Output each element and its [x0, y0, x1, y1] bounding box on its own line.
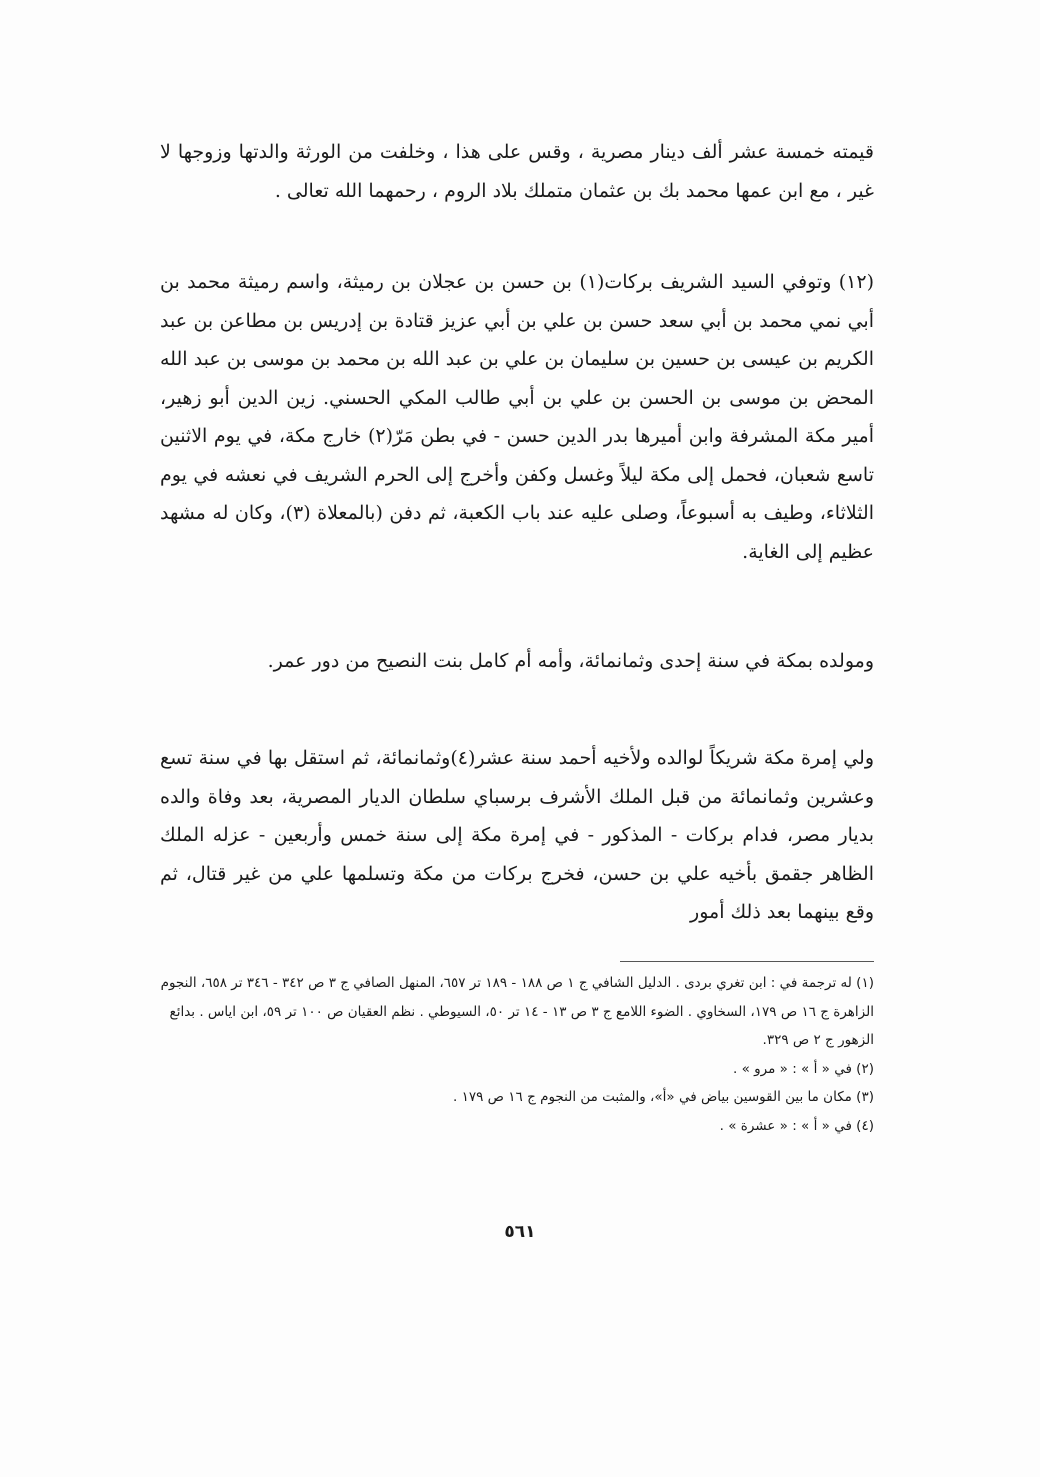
footnote-divider: [620, 961, 874, 962]
footnote-4: (٤) في « أ » : « عشرة » .: [719, 1117, 874, 1134]
paragraph-2: (١٢) وتوفي السيد الشريف بركات(١) بن حسن بن عجلان بن رميثة، واسم رميثة محمد بن أبي نمي محمد بن أبي سعد حسن بن علي بن أبي عزيز قتادة بن إدريس بن مطاعن بن عبد الكريم بن عيسى بن حسين بن سليمان بن علي بن عبد الله بن محمد بن موسى بن عبد الله المحض بن موسى بن الحسن بن علي بن أبي طالب المكي الحسني. زين الدين أبو زهير، أمير مكة المشرفة وابن أميرها بدر الدين حسن - في بطن مَرّ(٢) خارج مكة، في يوم الاثنين تاسع شعبان، فحمل إلى مكة ليلاً وغسل وكفن وأخرج إلى الحرم الشريف في نعشه في يوم الثلاثاء، وطيف به أسبوعاً، وصلى عليه عند باب الكعبة، ثم دفن (بالمعلاة (٣)، وكان له مشهد عظيم إلى الغاية.: [160, 271, 875, 563]
footnote-1: (١) له ترجمة في : ابن تغري بردى . الدليل الشافي ج ١ ص ١٨٨ - ١٨٩ تر ٦٥٧، المنهل الصافي ج ٣ ص ٣٤٢ - ٣٤٦ تر ٦٥٨، النجوم الزاهرة ج ١٦ ص ١٧٩، السخاوي . الضوء اللامع ج ٣ ص ١٣ - ١٤ تر ٥٠، السيوطي . نظم العقيان ص ١٠٠ تر ٥٩، ابن اياس . بدائع الزهور ج ٢ ص ٣٢٩.: [160, 975, 874, 1048]
page-number: ٥٦١: [504, 1222, 536, 1242]
footnote-3: (٣) مكان ما بين القوسين بياض في «أ»، والمثبت من النجوم ج ١٦ ص ١٧٩ .: [453, 1089, 874, 1105]
footnotes: [160, 969, 874, 1140]
paragraph-3: ومولده بمكة في سنة إحدى وثمانمائة، وأمه أم كامل بنت النصيح من دور عمر.: [267, 650, 874, 672]
footnote-2: (٢) في « أ » : « مرو » .: [733, 1060, 874, 1077]
paragraph-4: ولي إمرة مكة شريكاً لوالده ولأخيه أحمد سنة عشر(٤)وثمانمائة، ثم استقل بها في سنة تسع وعشرين وثمانمائة من قبل الملك الأشرف برسباي سلطان الديار المصرية، بعد وفاة والده بديار مصر، فدام بركات - المذكور - في إمرة مكة إلى سنة خمس وأربعين - عزله الملك الظاهر جقمق بأخيه علي بن حسن، فخرج بركات من مكة وتسلمها علي من غير قتال، ثم وقع بينهما بعد ذلك أمور: [160, 747, 874, 923]
paragraph-1: قيمته خمسة عشر ألف دينار مصرية ، وقس على هذا ، وخلفت من الورثة والدتها وزوجها لا غير ، مع ابن عمها محمد بك بن عثمان متملك بلاد الروم ، رحمهما الله تعالى .: [160, 141, 874, 202]
